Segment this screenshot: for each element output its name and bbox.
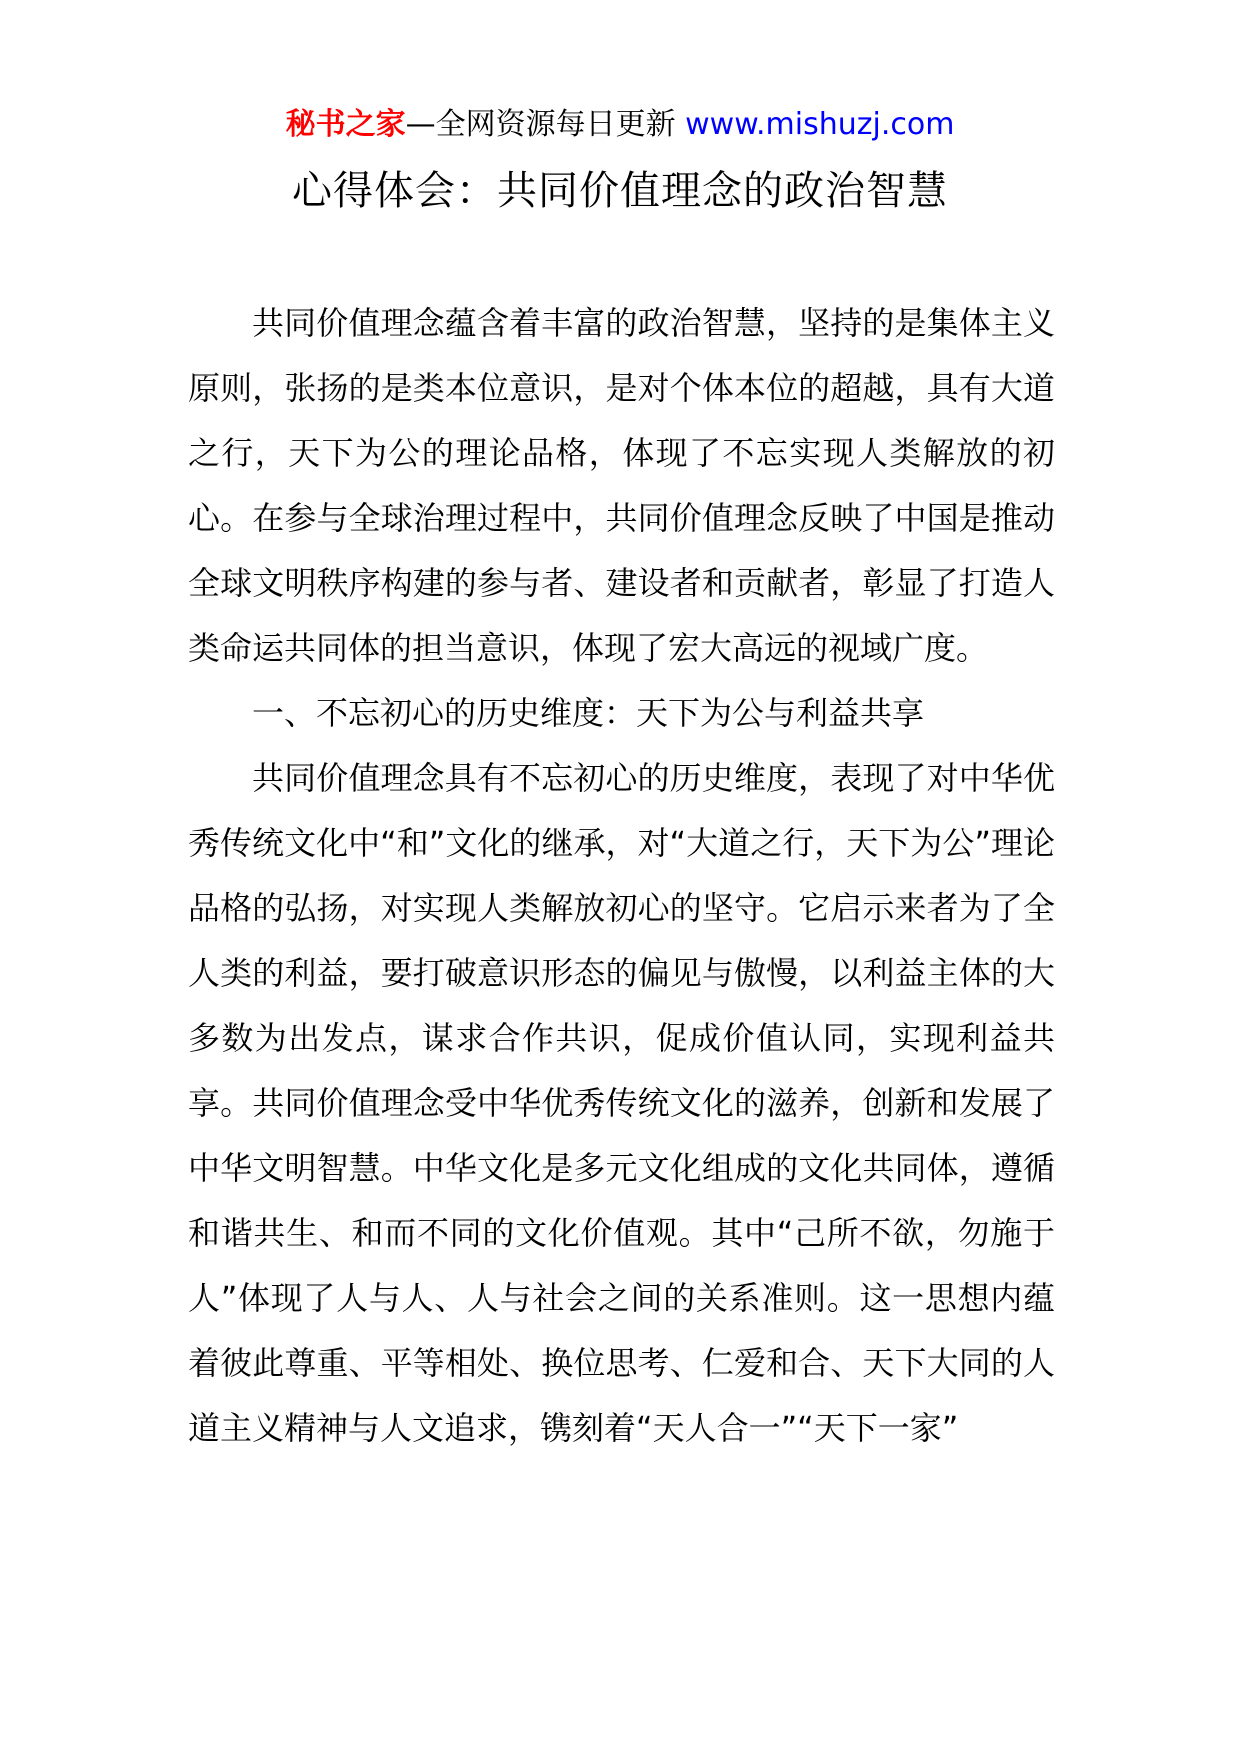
section-heading: 一、不忘初心的历史维度：天下为公与利益共享 bbox=[252, 694, 925, 732]
site-url-link[interactable]: www.mishuzj.com bbox=[685, 107, 955, 142]
site-header bbox=[0, 100, 1240, 150]
document-title: 心得体会：共同价值理念的政治智慧 bbox=[292, 168, 948, 214]
site-name: 秘书之家 bbox=[285, 107, 406, 142]
paragraph-intro: 共同价值理念蕴含着丰富的政治智慧，坚持的是集体主义原则，张扬的是类本位意识，是对个体本位的超越，具有大道之行，天下为公的理论品格，体现了不忘实现人类解放的初心。在参与全球治理过程中，共同价值理念反映了中国是推动全球文明秩序构建的参与者、建设者和贡献者，彰显了打造人类命运共同体的担当意识，体现了宏大高远的视域广度。 bbox=[188, 304, 1055, 667]
paragraph-section-1: 共同价值理念具有不忘初心的历史维度，表现了对中华优秀传统文化中“和”文化的继承，对“大道之行，天下为公”理论品格的弘扬，对实现人类解放初心的坚守。它启示来者为了全人类的利益，要打破意识形态的偏见与傲慢，以利益主体的大多数为出发点，谋求合作共识，促成价值认同，实现利益共享。共同价值理念受中华优秀传统文化的滋养，创新和发展了中华文明智慧。中华文化是多元文化组成的文化共同体，遵循和谐共生、和而不同的文化价值观。其中“己所不欲，勿施于人”体现了人与人、人与社会之间的关系准则。这一思想内蕴着彼此尊重、平等相处、换位思考、仁爱和合、天下大同的人道主义精神与人文追求，镌刻着“天人合一”“天下一家” bbox=[188, 759, 1055, 1447]
document-body bbox=[188, 291, 1055, 1461]
site-tagline: —全网资源每日更新 bbox=[405, 107, 676, 142]
